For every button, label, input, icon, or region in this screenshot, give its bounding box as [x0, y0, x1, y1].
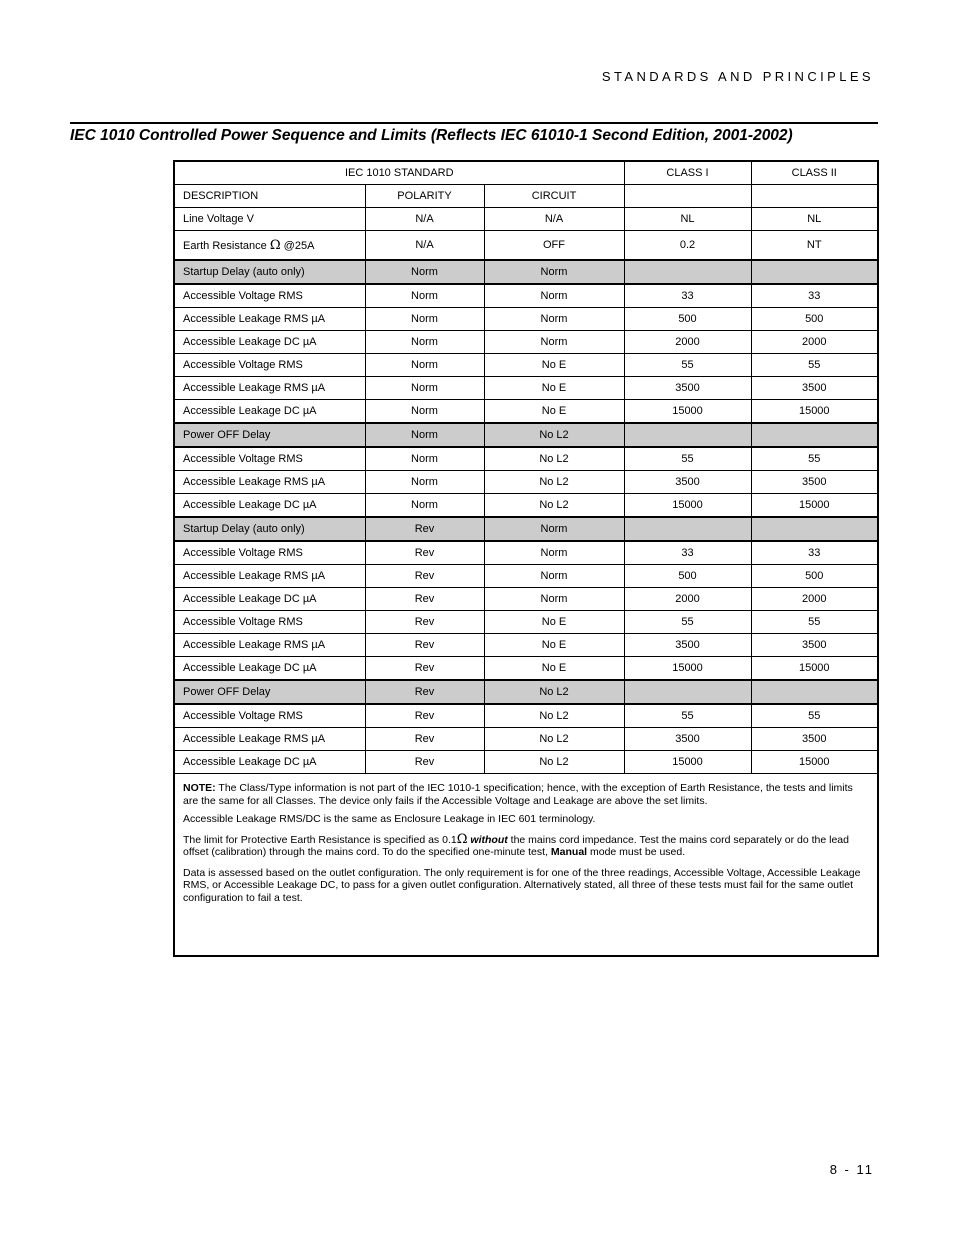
table-row: [175, 704, 877, 728]
row-class2: 55: [751, 704, 877, 728]
row-circuit: Norm: [484, 565, 624, 588]
row-description: Startup Delay (auto only): [175, 260, 365, 284]
table-row: [175, 634, 877, 657]
row-description: Accessible Leakage DC µA: [175, 657, 365, 681]
row-polarity: Rev: [365, 728, 484, 751]
row-class1: [624, 517, 751, 541]
row-description: [175, 231, 365, 261]
row-polarity: Rev: [365, 565, 484, 588]
row-circuit: No E: [484, 611, 624, 634]
row-class2: 15000: [751, 751, 877, 774]
note-label: NOTE:: [183, 782, 216, 794]
row-description: Accessible Voltage RMS: [175, 284, 365, 308]
polarity-header: POLARITY: [365, 185, 484, 208]
row-class2: 15000: [751, 657, 877, 681]
group-header-row: [175, 162, 877, 185]
row-description: Startup Delay (auto only): [175, 517, 365, 541]
row-circuit: Norm: [484, 588, 624, 611]
row-class2: 2000: [751, 331, 877, 354]
row-class2: 33: [751, 541, 877, 565]
table-row: [175, 354, 877, 377]
row-description: Accessible Leakage DC µA: [175, 400, 365, 424]
row-description: Accessible Voltage RMS: [175, 611, 365, 634]
row-circuit: No E: [484, 400, 624, 424]
row-description: Accessible Leakage DC µA: [175, 331, 365, 354]
row-class1: 3500: [624, 728, 751, 751]
row-class2: 15000: [751, 494, 877, 518]
earth-limit-prefix: The limit for Protective Earth Resistance is specified as 0.1: [183, 833, 457, 846]
row-class2: 33: [751, 284, 877, 308]
row-polarity: Norm: [365, 331, 484, 354]
row-class2: [751, 260, 877, 284]
table-row: [175, 751, 877, 774]
row-class1: 33: [624, 541, 751, 565]
row-class1: 3500: [624, 471, 751, 494]
enclosure-note: Accessible Leakage RMS/DC is the same as Enclosure Leakage in IEC 601 terminology.: [183, 813, 596, 825]
row-description: Accessible Voltage RMS: [175, 447, 365, 471]
row-description: Accessible Leakage RMS µA: [175, 565, 365, 588]
note-text: The Class/Type information is not part of the IEC 1010-1 specification; hence, with the exception of Earth Resistance, the tests and limits are the same for all Classes. The device only fails if the Accessible Voltage and Leakage are above the set limits.: [183, 782, 853, 807]
row-description: Power OFF Delay: [175, 423, 365, 447]
table-row: [175, 308, 877, 331]
row-description: Accessible Leakage RMS µA: [175, 634, 365, 657]
table-row: [175, 588, 877, 611]
row-class2: NT: [751, 231, 877, 261]
row-circuit: No L2: [484, 751, 624, 774]
manual-emphasis: Manual: [550, 846, 588, 858]
row-description: Accessible Leakage RMS µA: [175, 377, 365, 400]
earth-limit-note: [183, 831, 869, 859]
table-row: [175, 657, 877, 681]
section-header-row: [175, 680, 877, 704]
row-class1: 0.2: [624, 231, 751, 261]
row-polarity: Rev: [365, 611, 484, 634]
table-row: [175, 611, 877, 634]
running-header: STANDARDS AND PRINCIPLES: [601, 69, 874, 84]
row-class2: 500: [751, 565, 877, 588]
row-polarity: Norm: [365, 471, 484, 494]
table-row: [175, 447, 877, 471]
row-polarity: Rev: [365, 680, 484, 704]
row-circuit: No E: [484, 657, 624, 681]
row-circuit: No L2: [484, 494, 624, 518]
row-circuit: No L2: [484, 704, 624, 728]
row-class1: 55: [624, 611, 751, 634]
row-circuit: OFF: [484, 231, 624, 261]
row-class2: 55: [751, 611, 877, 634]
row-polarity: Norm: [365, 423, 484, 447]
section-header-row: [175, 423, 877, 447]
row-class1: 33: [624, 284, 751, 308]
row-circuit: No E: [484, 354, 624, 377]
table-row: [175, 565, 877, 588]
row-polarity: Norm: [365, 377, 484, 400]
row-circuit: Norm: [484, 308, 624, 331]
table-row: [175, 284, 877, 308]
row-class1: 3500: [624, 377, 751, 400]
row-class1: [624, 680, 751, 704]
earth-limit-suffix: mode must be used.: [587, 846, 686, 858]
row-class2: 3500: [751, 471, 877, 494]
row-polarity: N/A: [365, 231, 484, 261]
table-row: [175, 377, 877, 400]
line-voltage-row: [175, 208, 877, 231]
description-header: DESCRIPTION: [175, 185, 365, 208]
row-class1: 3500: [624, 634, 751, 657]
row-description: Accessible Leakage RMS µA: [175, 471, 365, 494]
row-polarity: Rev: [365, 751, 484, 774]
table-row: [175, 331, 877, 354]
standard-header: IEC 1010 STANDARD: [175, 162, 624, 185]
row-circuit: No E: [484, 634, 624, 657]
row-circuit: No L2: [484, 728, 624, 751]
row-class1: [624, 260, 751, 284]
section-title: IEC 1010 Controlled Power Sequence and Limits (Reflects IEC 61010-1 Second Edition, 2001-2002): [70, 127, 793, 144]
class2-header: CLASS II: [751, 162, 877, 185]
omega-symbol: Ω: [456, 831, 468, 847]
row-description: Accessible Leakage DC µA: [175, 494, 365, 518]
row-class1: 55: [624, 447, 751, 471]
row-class1: 15000: [624, 400, 751, 424]
row-class1: 15000: [624, 494, 751, 518]
row-class1: 500: [624, 565, 751, 588]
row-class1: 500: [624, 308, 751, 331]
omega-symbol: Ω: [269, 237, 281, 253]
row-polarity: Norm: [365, 447, 484, 471]
row-polarity: Rev: [365, 517, 484, 541]
earth-limit-middle: the mains cord impedance. Test the mains cord separately or do the lead offset (calibration) through the mains cord. To do the specified one-minute test,: [183, 833, 849, 858]
table-row: [175, 541, 877, 565]
data-assessment-note: Data is assessed based on the outlet configuration. The only requirement is for one of the three readings, Accessible Voltage, Accessible Leakage RMS, or Accessible Leakage DC, to pass for a given outlet configuration. Alternatively stated, all three of these tests must fail for the same outlet configuration to fail a test.: [183, 866, 861, 904]
note-paragraph: [183, 782, 869, 807]
earth-resistance-row: [175, 231, 877, 261]
row-polarity: Rev: [365, 541, 484, 565]
row-polarity: Norm: [365, 400, 484, 424]
class1-blank-header: [624, 185, 751, 208]
earth-resistance-current: @25A: [283, 239, 315, 252]
row-class2: 55: [751, 354, 877, 377]
row-class2: 500: [751, 308, 877, 331]
table-row: [175, 494, 877, 518]
row-description: Power OFF Delay: [175, 680, 365, 704]
row-class1: 15000: [624, 657, 751, 681]
row-circuit: No E: [484, 377, 624, 400]
page-number: 8 - 11: [829, 1162, 874, 1177]
row-polarity: Norm: [365, 260, 484, 284]
row-description: Accessible Voltage RMS: [175, 354, 365, 377]
table-row: [175, 728, 877, 751]
row-description: Accessible Leakage RMS µA: [175, 728, 365, 751]
row-polarity: Norm: [365, 494, 484, 518]
row-class2: [751, 517, 877, 541]
row-circuit: No L2: [484, 471, 624, 494]
row-circuit: Norm: [484, 517, 624, 541]
row-circuit: Norm: [484, 284, 624, 308]
earth-resistance-label: Earth Resistance: [183, 239, 267, 252]
row-description: Accessible Leakage DC µA: [175, 588, 365, 611]
column-header-row: [175, 185, 877, 208]
row-class2: 3500: [751, 377, 877, 400]
without-emphasis: without: [470, 833, 508, 846]
row-class2: 3500: [751, 634, 877, 657]
row-polarity: Rev: [365, 588, 484, 611]
row-description: Accessible Leakage RMS µA: [175, 308, 365, 331]
table-row: [175, 471, 877, 494]
row-circuit: Norm: [484, 541, 624, 565]
row-class1: 2000: [624, 331, 751, 354]
row-class2: NL: [751, 208, 877, 231]
row-polarity: Norm: [365, 284, 484, 308]
row-polarity: Norm: [365, 354, 484, 377]
row-circuit: No L2: [484, 447, 624, 471]
row-class2: 15000: [751, 400, 877, 424]
iec-table-container: [173, 160, 879, 957]
class2-blank-header: [751, 185, 877, 208]
row-description: Accessible Voltage RMS: [175, 541, 365, 565]
row-polarity: Rev: [365, 704, 484, 728]
row-circuit: N/A: [484, 208, 624, 231]
row-class1: 55: [624, 704, 751, 728]
circuit-header: CIRCUIT: [484, 185, 624, 208]
row-description: Accessible Voltage RMS: [175, 704, 365, 728]
row-circuit: Norm: [484, 331, 624, 354]
row-class1: NL: [624, 208, 751, 231]
row-class1: [624, 423, 751, 447]
row-class1: 15000: [624, 751, 751, 774]
iec-limits-table: [175, 162, 877, 774]
row-class1: 2000: [624, 588, 751, 611]
row-polarity: Norm: [365, 308, 484, 331]
row-description: Line Voltage V: [175, 208, 365, 231]
row-circuit: No L2: [484, 680, 624, 704]
row-polarity: N/A: [365, 208, 484, 231]
row-class2: [751, 423, 877, 447]
section-header-row: [175, 260, 877, 284]
notes-section: [175, 774, 877, 904]
row-circuit: No L2: [484, 423, 624, 447]
row-class2: 2000: [751, 588, 877, 611]
row-class2: 55: [751, 447, 877, 471]
row-polarity: Rev: [365, 634, 484, 657]
class1-header: CLASS I: [624, 162, 751, 185]
section-header-row: [175, 517, 877, 541]
row-description: Accessible Leakage DC µA: [175, 751, 365, 774]
row-class1: 55: [624, 354, 751, 377]
row-class2: 3500: [751, 728, 877, 751]
row-circuit: Norm: [484, 260, 624, 284]
row-class2: [751, 680, 877, 704]
row-polarity: Rev: [365, 657, 484, 681]
table-row: [175, 400, 877, 424]
title-rule: [70, 122, 878, 124]
